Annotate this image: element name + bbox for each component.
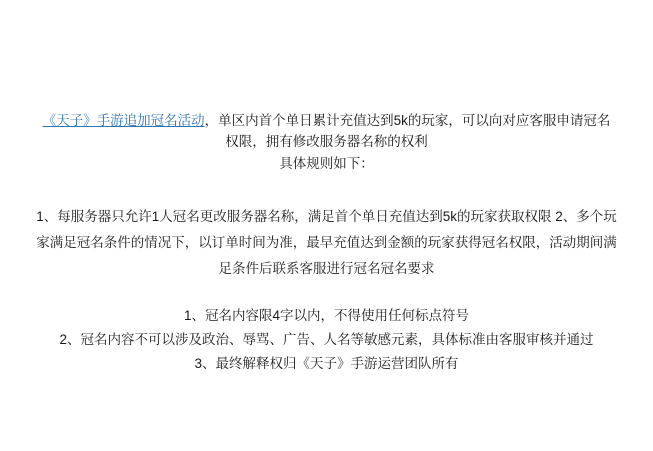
rules-list	[14, 304, 639, 376]
intro-paragraph	[14, 110, 639, 152]
rules-list-item: 3、最终解释权归《天子》手游运营团队所有	[194, 356, 459, 371]
intro-line1-rest: ，单区内首个单日累计充值达到5k的玩家，可以向对应客服申请冠名	[204, 113, 611, 128]
rules-heading: 具体规则如下：	[279, 156, 374, 171]
spacer-two	[14, 282, 639, 304]
rules-body-paragraph: 1、每服务器只允许1人冠名更改服务器名称，满足首个单日充值达到5k的玩家获取权限 2、多个玩家满足冠名条件的情况下，以订单时间为准，最早充值达到金额的玩家获得冠名权限，活动期间满足条件后联系客服进行冠名冠名要求	[36, 209, 617, 276]
rules-list-item: 2、冠名内容不可以涉及政治、辱骂、广告、人名等敏感元素，具体标准由客服审核并通过	[59, 332, 594, 347]
rules-list-item: 1、冠名内容限4字以内，不得使用任何标点符号	[183, 308, 469, 323]
activity-title-link[interactable]: 《天子》手游追加冠名活动	[42, 113, 205, 128]
spacer-one	[14, 174, 639, 204]
intro-line2: 权限，拥有修改服务器名称的权利	[225, 134, 428, 149]
